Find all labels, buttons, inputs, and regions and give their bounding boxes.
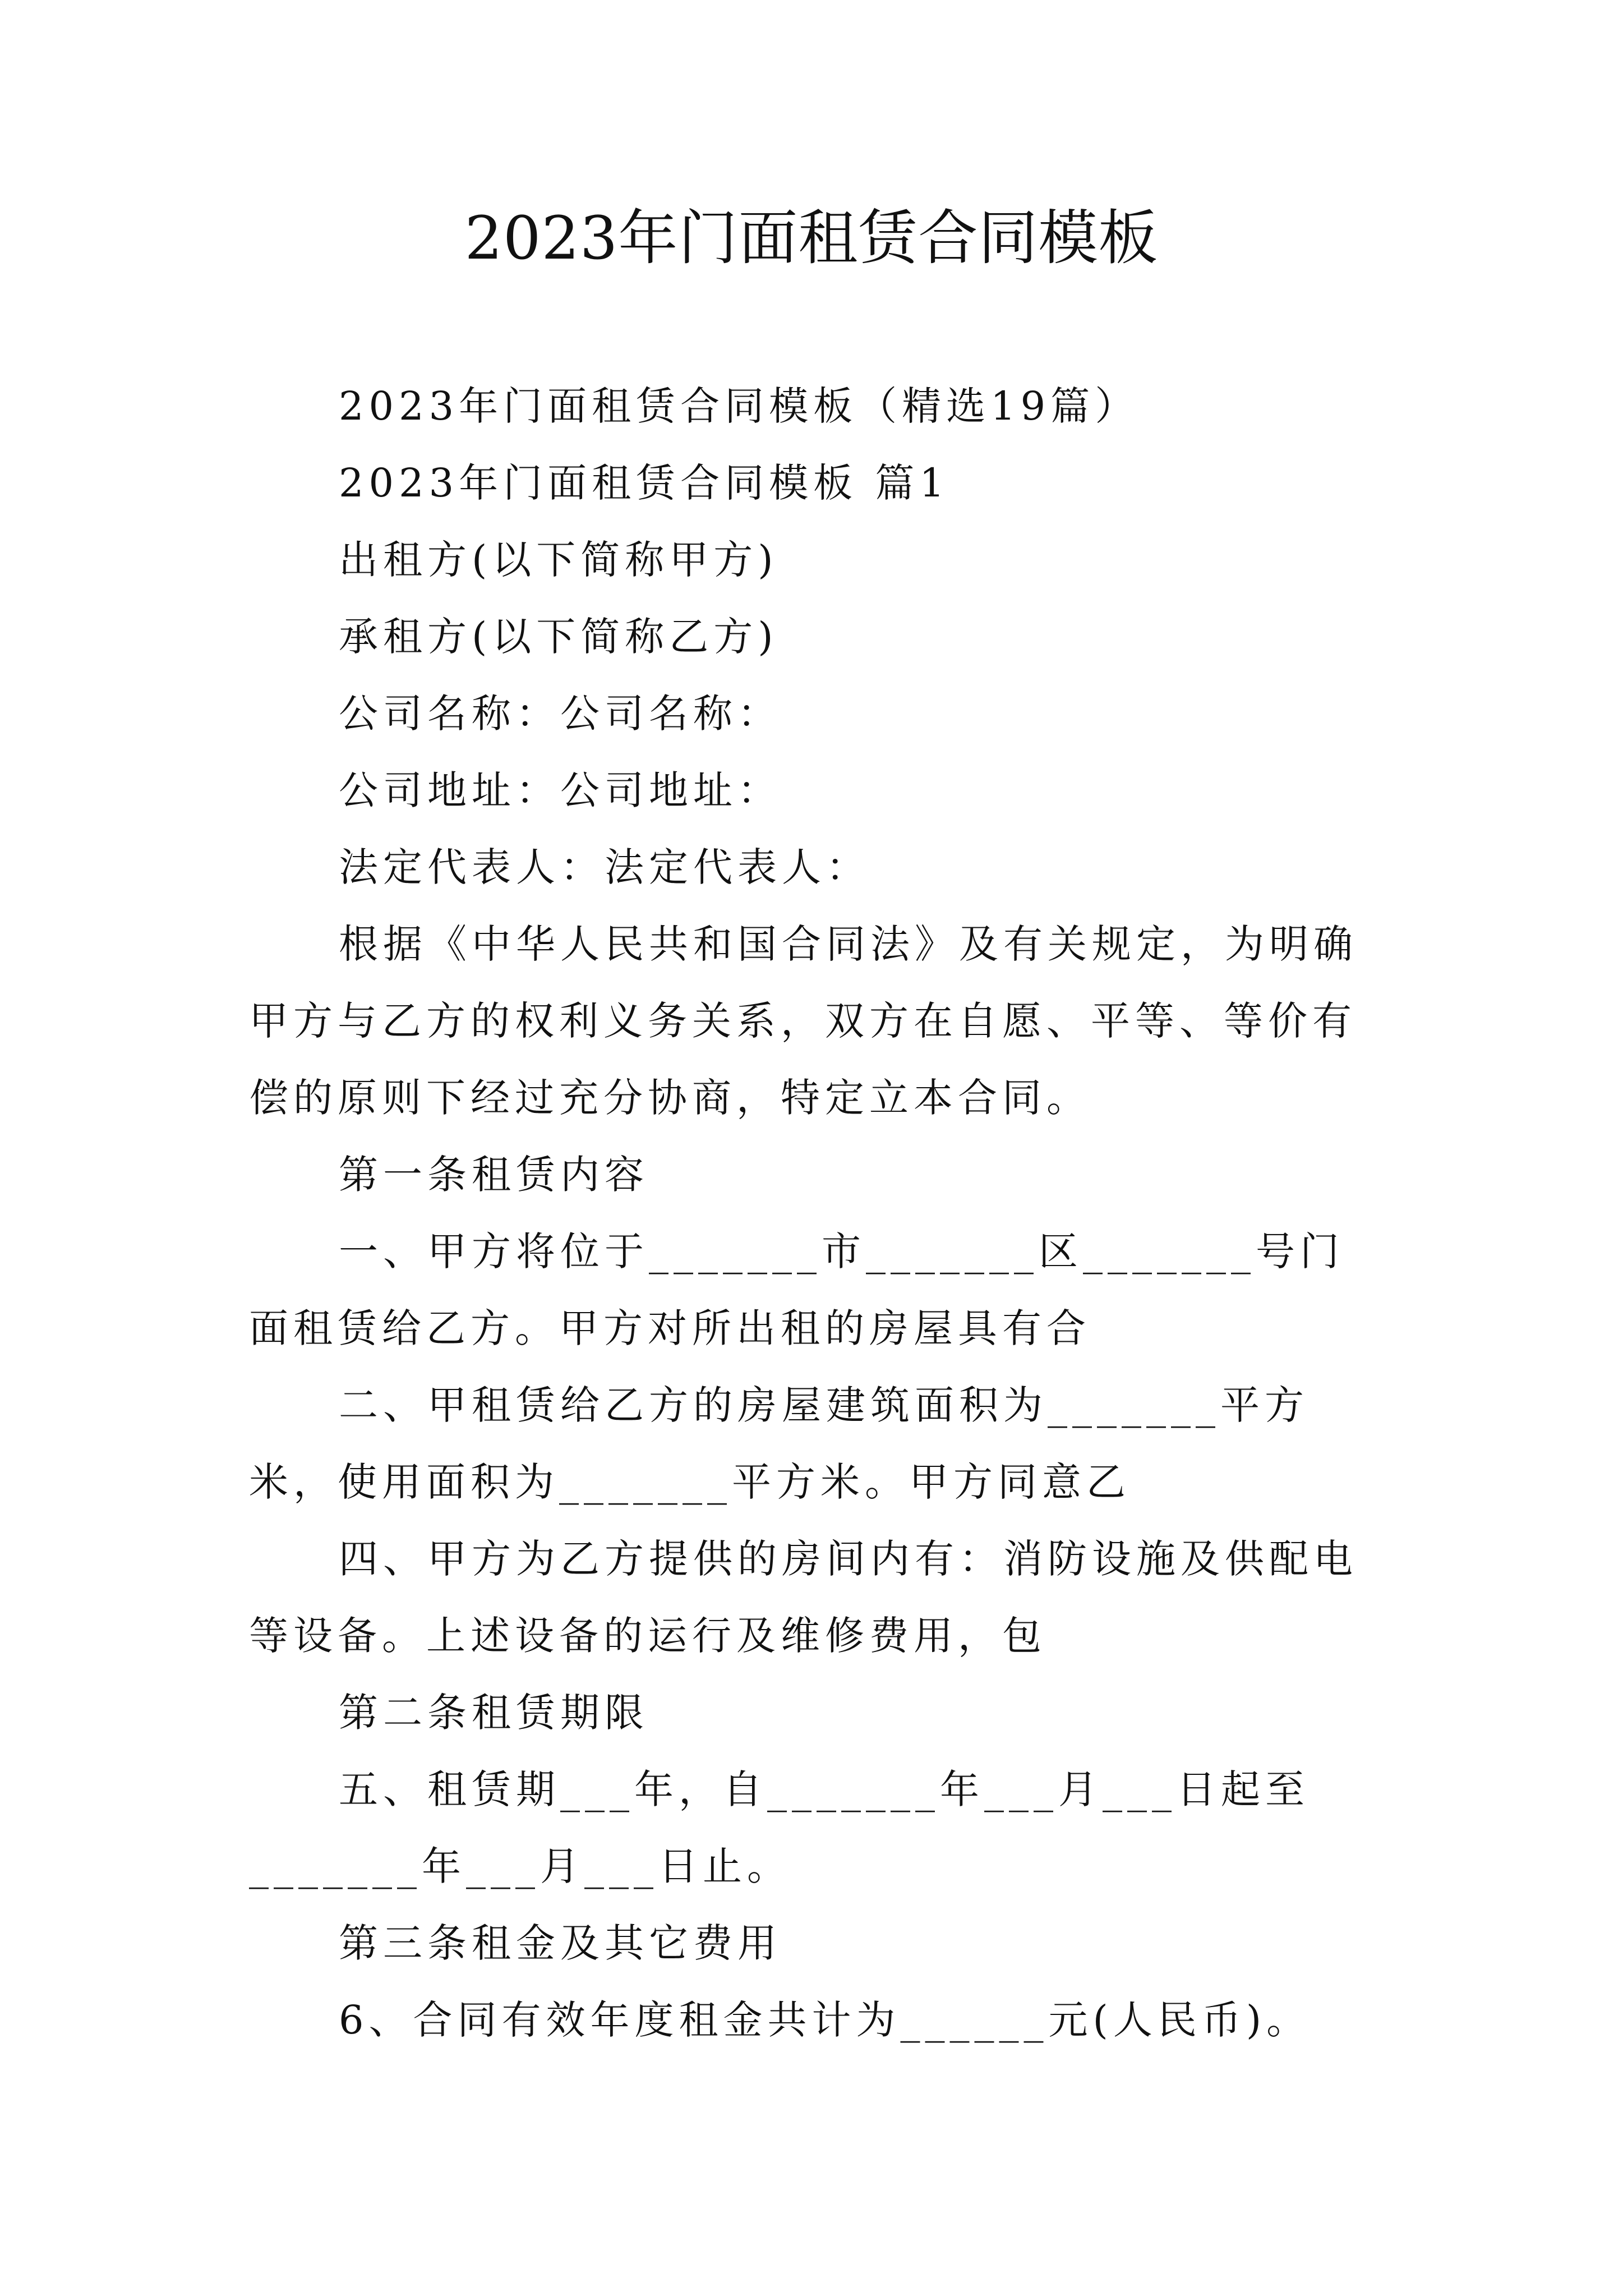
paragraph-legal-representative: 法定代表人：法定代表人：	[339, 844, 870, 890]
paragraph-section-heading: 2023年门面租赁合同模板 篇1	[339, 460, 949, 506]
paragraph-clause-4: 四、甲方为乙方提供的房间内有：消防设施及供配电等设备。上述设备的运行及维修费用，包	[249, 1536, 1358, 1659]
paragraph-article-3-heading: 第三条租金及其它费用	[339, 1920, 782, 1966]
paragraph-clause-1: 一、甲方将位于_______市_______区_______号门面租赁给乙方。甲方对所出租的房屋具有合	[249, 1228, 1344, 1351]
paragraph-company-name: 公司名称：公司名称：	[339, 691, 782, 737]
paragraph-clause-5: 五、租赁期___年，自_______年___月___日起至_______年___月___日止。	[249, 1766, 1310, 1889]
document-body	[249, 368, 1376, 2059]
paragraph-company-address: 公司地址：公司地址：	[339, 767, 782, 813]
paragraph-preamble: 根据《中华人民共和国合同法》及有关规定，为明确甲方与乙方的权利义务关系，双方在自愿、平等、等价有偿的原则下经过充分协商，特定立本合同。	[249, 921, 1358, 1121]
paragraph-lessor: 出租方(以下简称甲方)	[339, 537, 778, 583]
paragraph-article-2-heading: 第二条租赁期限	[339, 1690, 649, 1736]
paragraph-subtitle: 2023年门面租赁合同模板（精选19篇）	[339, 383, 1140, 429]
paragraph-clause-6: 6、合同有效年度租金共计为______元(人民币)。	[339, 1997, 1311, 2043]
document-title: 2023年门面租赁合同模板	[464, 204, 1159, 273]
paragraph-clause-2: 二、甲租赁给乙方的房屋建筑面积为_______平方米，使用面积为_______平方米。甲方同意乙	[249, 1382, 1309, 1505]
paragraph-lessee: 承租方(以下简称乙方)	[339, 614, 778, 660]
paragraph-article-1-heading: 第一条租赁内容	[339, 1152, 649, 1198]
